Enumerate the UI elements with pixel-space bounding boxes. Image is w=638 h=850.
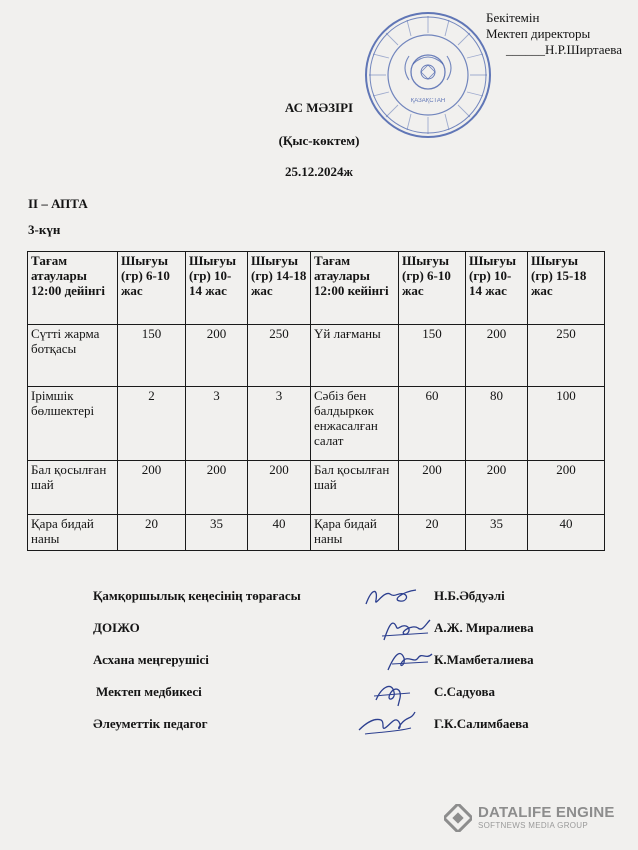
portion-value: 200 [466,461,528,515]
approval-title: Бекітемін [486,10,540,25]
header-afternoon-15-18: Шығуы (гр) 15-18 жас [528,252,605,325]
official-stamp [363,10,493,140]
watermark-title: DATALIFE ENGINE [478,804,615,821]
signatory-name: К.Мамбеталиева [434,652,534,667]
approval-name: Н.Р.Ширтаева [545,42,623,57]
portion-value: 60 [399,387,466,461]
handwritten-signature [384,646,436,676]
signatory-role: Асхана меңгерушісі [93,652,209,667]
portion-value: 200 [186,461,248,515]
approval-signature-line: ______ [506,42,545,57]
portion-value: 200 [399,461,466,515]
signatory-name: С.Садуова [434,684,495,699]
header-morning-6-10: Шығуы (гр) 6-10 жас [118,252,186,325]
morning-dish: Ірімшік бөлшектері [28,387,118,461]
afternoon-dish: Қара бидай наны [311,515,399,551]
portion-value: 20 [118,515,186,551]
afternoon-dish: Сәбіз бен балдыркөк енжасалған салат [311,387,399,461]
portion-value: 150 [118,325,186,387]
header-afternoon-10-14: Шығуы (гр) 10-14 жас [466,252,528,325]
portion-value: 200 [528,461,605,515]
portion-value: 200 [248,461,311,515]
day-label: 3-күн [28,222,61,237]
portion-value: 100 [528,387,605,461]
table-row [28,515,605,551]
signature-row [0,616,638,644]
page-title: АС МӘЗІРІ [284,100,354,115]
afternoon-dish: Үй лағманы [311,325,399,387]
signatory-name: Н.Б.Әбдуәлі [434,588,505,603]
watermark-subtitle: SOFTNEWS MEDIA GROUP [478,821,589,830]
portion-value: 80 [466,387,528,461]
handwritten-signature [370,678,416,708]
approval-position: Мектеп директоры [486,26,591,41]
header-morning-14-18: Шығуы (гр) 14-18 жас [248,252,311,325]
signatory-name: А.Ж. Миралиева [434,620,534,635]
portion-value: 3 [248,387,311,461]
handwritten-signature [355,708,419,740]
stamp-center-text: ҚАЗАҚСТАН [410,98,446,104]
portion-value: 150 [399,325,466,387]
signature-row [0,712,638,740]
signature-row [0,648,638,676]
portion-value: 40 [248,515,311,551]
table-row [28,387,605,461]
portion-value: 20 [399,515,466,551]
datalife-logo-icon [444,804,472,832]
morning-dish: Бал қосылған шай [28,461,118,515]
watermark [444,804,619,836]
header-afternoon-dish: Тағам атаулары 12:00 кейінгі [311,252,399,325]
signature-row [0,680,638,708]
menu-table [27,251,605,551]
handwritten-signature [362,584,420,612]
table-row [28,461,605,515]
portion-value: 200 [118,461,186,515]
header-afternoon-6-10: Шығуы (гр) 6-10 жас [399,252,466,325]
portion-value: 2 [118,387,186,461]
table-header-row [28,252,605,325]
afternoon-dish: Бал қосылған шай [311,461,399,515]
portion-value: 250 [248,325,311,387]
approval-block [486,10,622,58]
signatory-role: Қамқоршылық кеңесінің төрағасы [93,588,301,603]
portion-value: 250 [528,325,605,387]
menu-date: 25.12.2024ж [285,164,353,179]
season-label: (Қыс-көктем) [278,133,360,148]
header-morning-dish: Тағам атаулары 12:00 дейінгі [28,252,118,325]
portion-value: 35 [466,515,528,551]
table-row [28,325,605,387]
signatory-role: Әлеуметтік педагог [93,716,208,731]
signature-row [0,584,638,612]
morning-dish: Сүтті жарма ботқасы [28,325,118,387]
portion-value: 200 [466,325,528,387]
portion-value: 35 [186,515,248,551]
approval-signatory [486,42,622,58]
portion-value: 40 [528,515,605,551]
week-label: ІІ – АПТА [28,196,88,211]
signatory-role: ДОІЖО [93,620,140,635]
header-morning-10-14: Шығуы (гр) 10-14 жас [186,252,248,325]
signatory-name: Г.К.Салимбаева [434,716,529,731]
signatory-role: Мектеп медбикесі [96,684,202,699]
morning-dish: Қара бидай наны [28,515,118,551]
portion-value: 200 [186,325,248,387]
handwritten-signature [378,614,434,644]
portion-value: 3 [186,387,248,461]
